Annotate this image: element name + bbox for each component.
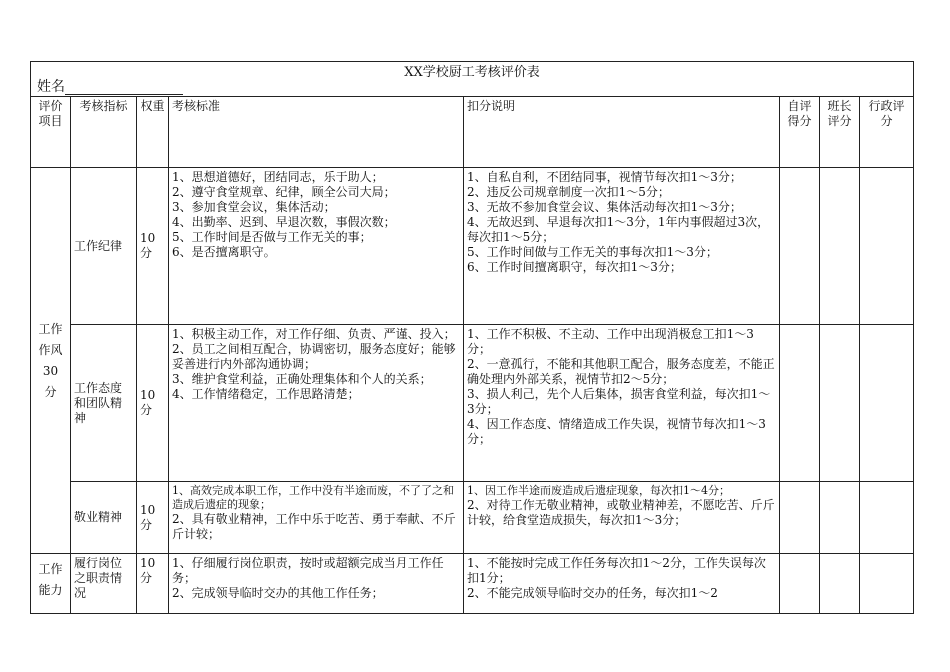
indicator-cell: 工作态度和团队精神 — [71, 325, 137, 482]
header-standard: 考核标准 — [169, 97, 464, 168]
admin-score-input[interactable] — [860, 482, 914, 554]
indicator-cell: 履行岗位之职责情况 — [71, 554, 137, 614]
leader-score-input[interactable] — [820, 168, 860, 325]
weight-cell: 10分 — [137, 168, 169, 325]
leader-score-input[interactable] — [820, 482, 860, 554]
standard-cell: 1、思想道德好，团结同志，乐于助人； 2、遵守食堂规章、纪律，顾全公司大局； 3、参加食堂会议，集体活动； 4、出勤率、迟到、早退次数，事假次数； 5、工作时间是否做与工作无关的事； 6、是否擅离职守。 — [169, 168, 464, 325]
table-row — [31, 168, 914, 325]
header-admin-score: 行政评分 — [860, 97, 914, 168]
table-row — [31, 482, 914, 554]
self-score-input[interactable] — [780, 168, 820, 325]
table-row — [31, 554, 914, 614]
table-row — [31, 325, 914, 482]
indicator-cell: 工作纪律 — [71, 168, 137, 325]
standard-cell: 1、高效完成本职工作，工作中没有半途而废，不了了之和造成后遗症的现象； 2、具有敬业精神，工作中乐于吃苦、勇于奉献、不斤斤计较； — [169, 482, 464, 554]
standard-cell: 1、积极主动工作，对工作仔细、负责、严谨、投入； 2、员工之间相互配合，协调密切，服务态度好；能够妥善进行内外部沟通协调； 3、维护食堂利益，正确处理集体和个人的关系； 4、工作情绪稳定，工作思路清楚； — [169, 325, 464, 482]
form-title: XX学校厨工考核评价表 — [404, 65, 540, 80]
deduction-cell: 1、自私自利，不团结同事，视情节每次扣1～3分； 2、违反公司规章制度一次扣1～5分； 3、无故不参加食堂会议、集体活动每次扣1～3分； 4、无故迟到、早退每次扣1～3分，1年内事假超过3次，每次扣1～5分； 5、工作时间做与工作无关的事每次扣1～3分； 6、工作时间擅离职守，每次扣1～3分； — [464, 168, 780, 325]
leader-score-input[interactable] — [820, 325, 860, 482]
self-score-input[interactable] — [780, 482, 820, 554]
header-self-score: 自评得分 — [780, 97, 820, 168]
deduction-cell: 1、不能按时完成工作任务每次扣1～2分，工作失误每次扣1分； 2、不能完成领导临时交办的任务，每次扣1～2 — [464, 554, 780, 614]
admin-score-input[interactable] — [860, 554, 914, 614]
indicator-cell: 敬业精神 — [71, 482, 137, 554]
header-deduction: 扣分说明 — [464, 97, 780, 168]
deduction-cell: 1、工作不积极、不主动、工作中出现消极怠工扣1～3分； 2、一意孤行，不能和其他职工配合，服务态度差，不能正确处理内外部关系，视情节扣2～5分； 3、损人利己，先个人后集体，损害食堂利益，每次扣1～3分； 4、因工作态度、情绪造成工作失误，视情节每次扣1～3分； — [464, 325, 780, 482]
name-blank-line — [65, 80, 183, 95]
header-row — [31, 97, 914, 168]
weight-cell: 10分 — [137, 325, 169, 482]
weight-cell: 10分 — [137, 554, 169, 614]
header-item: 评价项目 — [31, 97, 71, 168]
deduction-cell: 1、因工作半途而废造成后遗症现象，每次扣1～4分； 2、对待工作无敬业精神，或敬业精神差，不愿吃苦、斤斤计较，给食堂造成损失，每次扣1～3分； — [464, 482, 780, 554]
admin-score-input[interactable] — [860, 168, 914, 325]
admin-score-input[interactable] — [860, 325, 914, 482]
category-work-ability: 工作 能力 — [31, 554, 71, 614]
header-leader-score: 班长评分 — [820, 97, 860, 168]
standard-cell: 1、仔细履行岗位职责，按时或超额完成当月工作任务； 2、完成领导临时交办的其他工作任务； — [169, 554, 464, 614]
header-weight: 权重 — [137, 97, 169, 168]
title-row — [31, 62, 914, 97]
self-score-input[interactable] — [780, 325, 820, 482]
weight-cell: 10分 — [137, 482, 169, 554]
leader-score-input[interactable] — [820, 554, 860, 614]
category-work-style: 工作 作风 30 分 — [31, 168, 71, 554]
name-label: 姓名 — [37, 79, 65, 95]
header-indicator: 考核指标 — [71, 97, 137, 168]
evaluation-table — [30, 61, 914, 614]
name-field[interactable] — [37, 80, 183, 95]
self-score-input[interactable] — [780, 554, 820, 614]
